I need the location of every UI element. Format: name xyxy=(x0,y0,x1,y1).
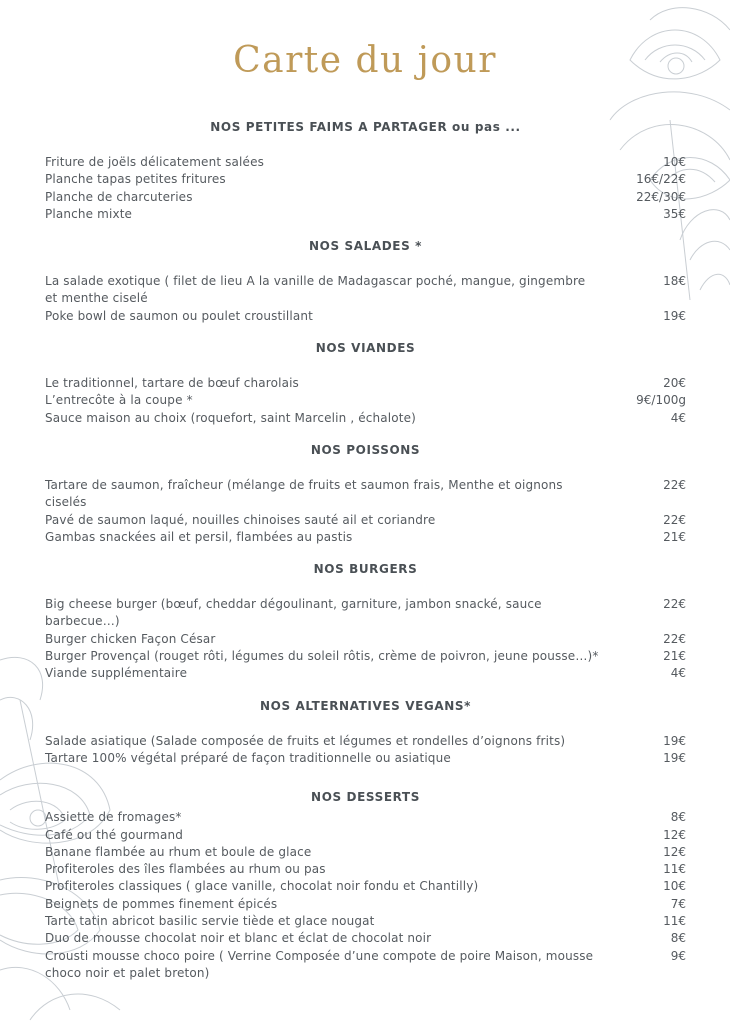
item-name: Café ou thé gourmand xyxy=(45,827,183,842)
menu-item xyxy=(45,375,686,392)
menu-item xyxy=(45,913,686,930)
item-name: Profiteroles des îles flambées au rhum ou pas xyxy=(45,862,326,877)
item-name: Beignets de pommes finement épicés xyxy=(45,896,278,911)
item-name: Burger chicken Façon César xyxy=(45,631,216,646)
item-name: Pavé de saumon laqué, nouilles chinoises sauté ail et coriandre xyxy=(45,512,436,527)
menu-item xyxy=(45,273,686,308)
menu-item xyxy=(45,809,686,826)
section-title: NOS POISSONS xyxy=(310,442,421,457)
item-price: 11€ xyxy=(663,914,686,929)
section-title: NOS DESSERTS xyxy=(311,790,420,805)
item-name: Big cheese burger (bœuf, cheddar dégoulinant, garniture, jambon snacké, sauce barbecue…) xyxy=(45,597,542,629)
menu-item xyxy=(45,189,686,206)
item-name: Sauce maison au choix (roquefort, saint Marcelin , échalote) xyxy=(45,410,416,425)
menu-item xyxy=(45,308,686,325)
item-price: 16€/22€ xyxy=(636,172,686,187)
menu-item xyxy=(45,844,686,861)
page-title: Carte du jour xyxy=(233,40,497,81)
section-title: NOS VIANDES xyxy=(315,341,416,356)
item-price: 22€ xyxy=(663,597,686,612)
item-price: 10€ xyxy=(663,879,686,894)
item-price: 21€ xyxy=(663,529,686,544)
menu-item xyxy=(45,733,686,750)
menu-item xyxy=(45,648,686,665)
item-name: L’entrecôte à la coupe * xyxy=(45,393,193,408)
item-price: 22€ xyxy=(663,512,686,527)
section-salades xyxy=(45,236,686,325)
item-name: Burger Provençal (rouget rôti, légumes du soleil rôtis, crème de poivron, jeune pousse…)* xyxy=(45,649,599,664)
menu xyxy=(45,117,686,995)
item-name: Planche de charcuteries xyxy=(45,189,193,204)
menu-item xyxy=(45,861,686,878)
item-name: Tarte tatin abricot basilic servie tiède et glace nougat xyxy=(45,914,375,929)
section-desserts xyxy=(45,787,686,982)
item-price: 12€ xyxy=(663,827,686,842)
menu-item xyxy=(45,631,686,648)
section-title: NOS BURGERS xyxy=(313,562,418,577)
item-price: 4€ xyxy=(670,666,686,681)
section-poissons xyxy=(45,440,686,546)
menu-item xyxy=(45,948,686,983)
item-name: Poke bowl de saumon ou poulet croustillant xyxy=(45,308,313,323)
menu-item xyxy=(45,930,686,947)
item-name: Tartare de saumon, fraîcheur (mélange de fruits et saumon frais, Menthe et oignons ciselés xyxy=(45,477,563,510)
menu-item xyxy=(45,896,686,913)
item-price: 20€ xyxy=(663,376,686,391)
menu-item xyxy=(45,750,686,767)
item-price: 21€ xyxy=(663,649,686,664)
item-name: Planche tapas petites fritures xyxy=(45,172,226,187)
menu-item xyxy=(45,665,686,682)
menu-item xyxy=(45,596,686,631)
item-name: Tartare 100% végétal préparé de façon traditionnelle ou asiatique xyxy=(45,750,451,765)
section-title: NOS PETITES FAIMS A PARTAGER ou pas ... xyxy=(210,120,521,134)
item-price: 8€ xyxy=(670,810,686,825)
menu-item xyxy=(45,512,686,529)
item-price: 10€ xyxy=(663,155,686,169)
section-title: NOS ALTERNATIVES VEGANS* xyxy=(260,698,471,713)
menu-item xyxy=(45,154,686,171)
item-name: Viande supplémentaire xyxy=(45,666,188,681)
menu-item xyxy=(45,529,686,546)
item-name: Profiteroles classiques ( glace vanille, chocolat noir fondu et Chantilly) xyxy=(45,879,479,894)
item-price: 8€ xyxy=(670,931,686,946)
item-name: Le traditionnel, tartare de bœuf charolais xyxy=(45,376,299,391)
section-burgers xyxy=(45,559,686,682)
item-price: 19€ xyxy=(663,733,686,748)
item-price: 19€ xyxy=(663,750,686,765)
item-price: 7€ xyxy=(670,896,686,911)
menu-item xyxy=(45,410,686,427)
item-name: Planche mixte xyxy=(45,206,133,221)
item-name: La salade exotique ( filet de lieu A la vanille de Madagascar poché, mangue, gingembre et menthe ciselé xyxy=(45,274,586,306)
item-price: 9€/100g xyxy=(636,393,686,408)
item-name: Gambas snackées ail et persil, flambées au pastis xyxy=(45,529,353,544)
item-price: 22€ xyxy=(663,631,686,646)
section-viandes xyxy=(45,338,686,427)
item-price: 35€ xyxy=(663,206,686,221)
item-name: Banane flambée au rhum et boule de glace xyxy=(45,844,312,859)
section-vegans xyxy=(45,696,686,768)
item-price: 11€ xyxy=(663,862,686,877)
section-petites-faims xyxy=(45,117,686,223)
item-name: Duo de mousse chocolat noir et blanc et éclat de chocolat noir xyxy=(45,931,432,946)
item-price: 19€ xyxy=(663,308,686,323)
item-name: Assiette de fromages* xyxy=(45,810,182,825)
menu-item xyxy=(45,206,686,223)
item-name: Friture de joëls délicatement salées xyxy=(45,155,265,169)
item-price: 22€ xyxy=(663,477,686,492)
menu-item xyxy=(45,477,686,512)
menu-item xyxy=(45,392,686,409)
item-name: Crousti mousse choco poire ( Verrine Composée d’une compote de poire Maison, mousse choco noir et palet breton) xyxy=(45,948,594,980)
item-price: 22€/30€ xyxy=(636,189,686,204)
item-price: 12€ xyxy=(663,844,686,859)
item-price: 18€ xyxy=(663,274,686,289)
menu-item xyxy=(45,171,686,188)
item-price: 9€ xyxy=(670,948,686,963)
menu-item xyxy=(45,827,686,844)
section-title: NOS SALADES * xyxy=(309,239,422,254)
item-price: 4€ xyxy=(670,410,686,425)
menu-item xyxy=(45,878,686,895)
item-name: Salade asiatique (Salade composée de fruits et légumes et rondelles d’oignons frits) xyxy=(45,733,566,748)
